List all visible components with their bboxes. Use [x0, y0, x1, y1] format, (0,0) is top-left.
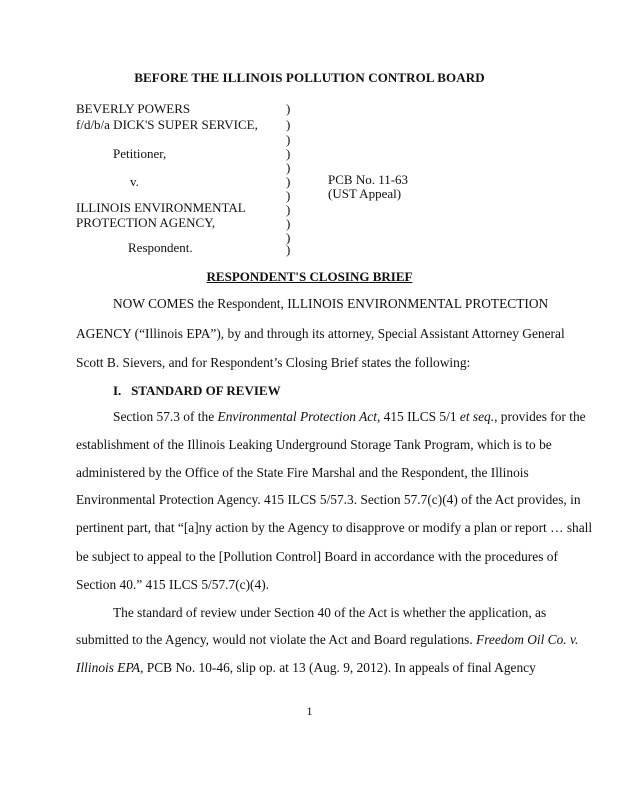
et-seq: et seq. — [459, 409, 495, 424]
intro-line-2: AGENCY (“Illinois EPA”), by and through its attorney, Special Assistant Attorney General — [76, 326, 565, 341]
intro-line-1: NOW COMES the Respondent, ILLINOIS ENVIRONMENTAL PROTECTION — [113, 296, 549, 311]
para2-line-2 — [76, 632, 578, 648]
caption-paren: ) — [286, 188, 291, 203]
caption-paren: ) — [286, 230, 291, 245]
caption-paren: ) — [286, 174, 291, 189]
section-title: STANDARD OF REVIEW — [131, 383, 281, 398]
text-run: , provides for the — [494, 409, 586, 424]
para1-line-4: Environmental Protection Agency. 415 ILCS 5/57.3. Section 57.7(c)(4) of the Act provides, in — [76, 492, 581, 507]
case-citation: Freedom Oil Co. v. — [476, 632, 579, 647]
caption-paren: ) — [286, 160, 291, 175]
intro-line-3: Scott B. Sievers, and for Respondent’s Closing Brief states the following: — [76, 355, 471, 370]
section-number: I. — [113, 383, 122, 398]
brief-title: RESPONDENT'S CLOSING BRIEF — [206, 269, 413, 284]
caption-paren: ) — [286, 146, 291, 161]
text-run: submitted to the Agency, would not violate the Act and Board regulations. — [76, 632, 477, 647]
board-heading: BEFORE THE ILLINOIS POLLUTION CONTROL BOARD — [134, 70, 485, 85]
case-citation: Illinois EPA — [76, 660, 141, 675]
para1-line-1 — [113, 409, 586, 425]
caption-paren: ) — [286, 216, 291, 231]
case-type: (UST Appeal) — [328, 186, 402, 201]
text-run: , PCB No. 10-46, slip op. at 13 (Aug. 9, 2012). In appeals of final Agency — [140, 660, 536, 675]
para1-line-3: administered by the Office of the State Fire Marshal and the Respondent, the Illinois — [76, 465, 529, 480]
petitioner-dba: f/d/b/a DICK'S SUPER SERVICE, — [76, 117, 258, 132]
respondent-name-line1: ILLINOIS ENVIRONMENTAL — [76, 200, 246, 215]
statute-title: Environmental Protection Act — [217, 409, 377, 424]
para1-line-6: be subject to appeal to the [Pollution Control] Board in accordance with the procedures of — [76, 549, 558, 564]
respondent-name-line2: PROTECTION AGENCY, — [76, 215, 216, 230]
caption-paren: ) — [286, 132, 291, 147]
para1-line-7: Section 40.” 415 ILCS 5/57.7(c)(4). — [76, 577, 270, 592]
versus-label: v. — [130, 174, 139, 189]
text-run: , 415 ILCS 5/1 — [376, 409, 460, 424]
section-heading — [113, 383, 281, 399]
para2-line-3 — [76, 660, 536, 676]
caption-paren: ) — [286, 101, 291, 116]
case-number: PCB No. 11-63 — [328, 172, 409, 187]
text-run: Section 57.3 of the — [113, 409, 218, 424]
para1-line-5: pertinent part, that “[a]ny action by the Agency to disapprove or modify a plan or report … shall — [76, 520, 593, 535]
page-number: 1 — [306, 704, 313, 718]
para2-line-1: The standard of review under Section 40 of the Act is whether the application, as — [113, 605, 547, 620]
caption-paren: ) — [286, 117, 291, 132]
petitioner-name: BEVERLY POWERS — [76, 101, 191, 116]
para1-line-2: establishment of the Illinois Leaking Underground Storage Tank Program, which is to be — [76, 437, 552, 452]
respondent-label: Respondent. — [128, 240, 193, 255]
caption-paren: ) — [286, 242, 291, 257]
petitioner-label: Petitioner, — [113, 146, 167, 161]
caption-paren: ) — [286, 202, 291, 217]
